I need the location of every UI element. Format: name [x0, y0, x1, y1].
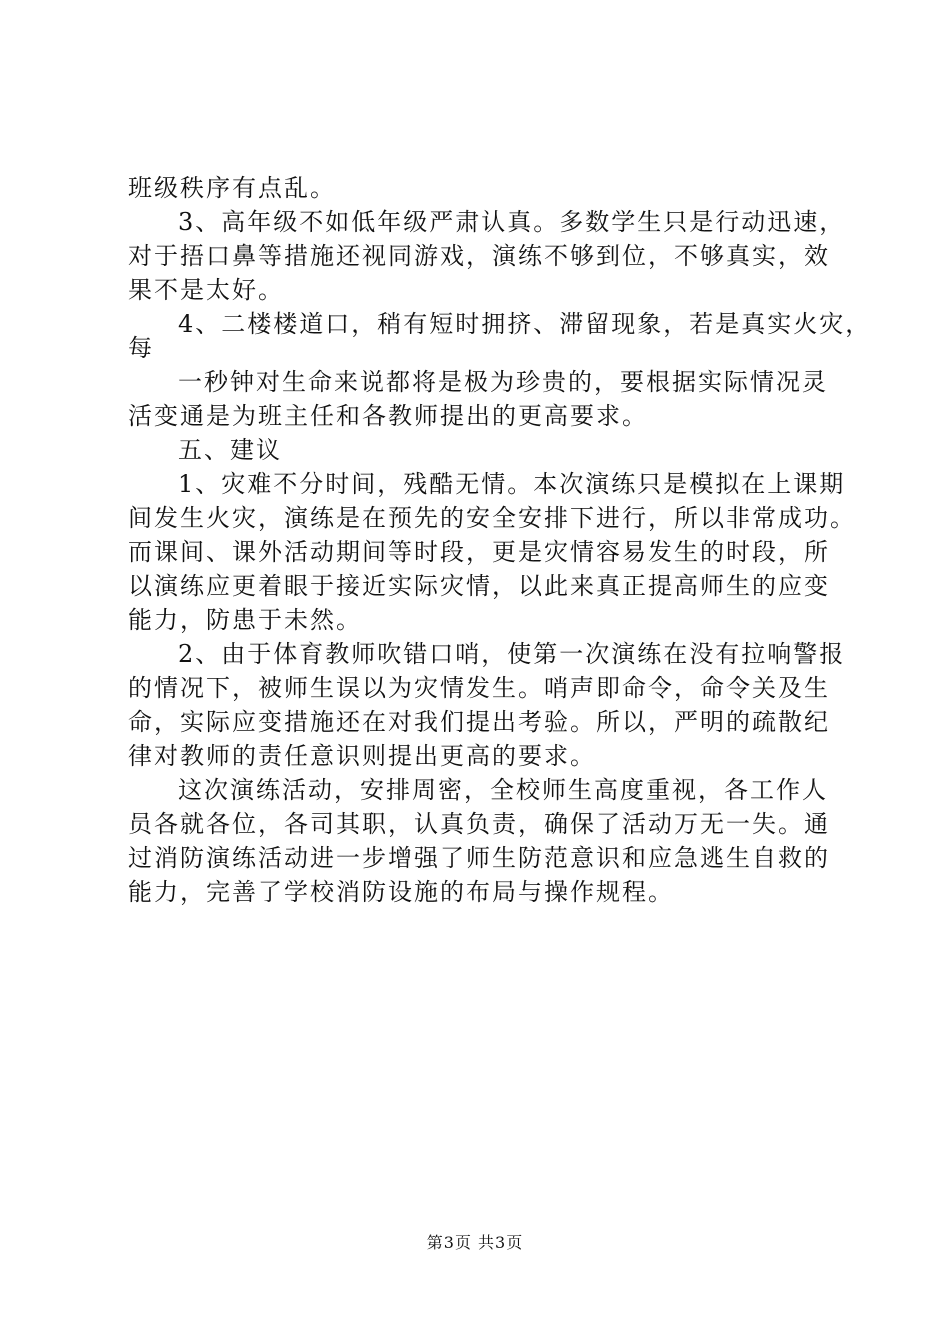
text-line: 这次演练活动，安排周密，全校师生高度重视，各工作人	[178, 776, 828, 804]
page-number-footer: 第3页 共3页	[426, 1233, 524, 1252]
text-line: 每	[128, 334, 154, 362]
text-line: 4、二楼楼道口，稍有短时拥挤、滞留现象，若是真实火灾，	[178, 310, 872, 338]
text-line: 3、高年级不如低年级严肃认真。多数学生只是行动迅速，	[178, 208, 846, 236]
text-line: 命，实际应变措施还在对我们提出考验。所以，严明的疏散纪	[128, 708, 830, 736]
text-line: 2、由于体育教师吹错口哨，使第一次演练在没有拉响警报	[178, 640, 846, 668]
section-heading: 五、建议	[178, 436, 282, 464]
text-line: 以演练应更着眼于接近实际灾情，以此来真正提高师生的应变	[128, 572, 830, 600]
text-line: 一秒钟对生命来说都将是极为珍贵的，要根据实际情况灵	[178, 368, 828, 396]
text-line: 对于捂口鼻等措施还视同游戏，演练不够到位，不够真实，效	[128, 242, 830, 270]
text-line: 1、灾难不分时间，残酷无情。本次演练只是模拟在上课期	[178, 470, 846, 498]
text-line: 果不是太好。	[128, 276, 284, 304]
text-line: 能力，完善了学校消防设施的布局与操作规程。	[128, 878, 674, 906]
text-line: 间发生火灾，演练是在预先的安全安排下进行，所以非常成功。	[128, 504, 856, 532]
text-line: 活变通是为班主任和各教师提出的更高要求。	[128, 402, 648, 430]
text-line: 的情况下，被师生误以为灾情发生。哨声即命令，命令关及生	[128, 674, 830, 702]
text-line: 过消防演练活动进一步增强了师生防范意识和应急逃生自救的	[128, 844, 830, 872]
text-line: 班级秩序有点乱。	[128, 174, 336, 202]
text-line: 员各就各位，各司其职，认真负责，确保了活动万无一失。通	[128, 810, 830, 838]
text-line: 而课间、课外活动期间等时段，更是灾情容易发生的时段，所	[128, 538, 830, 566]
text-line: 律对教师的责任意识则提出更高的要求。	[128, 742, 596, 770]
text-line: 能力，防患于未然。	[128, 606, 362, 634]
